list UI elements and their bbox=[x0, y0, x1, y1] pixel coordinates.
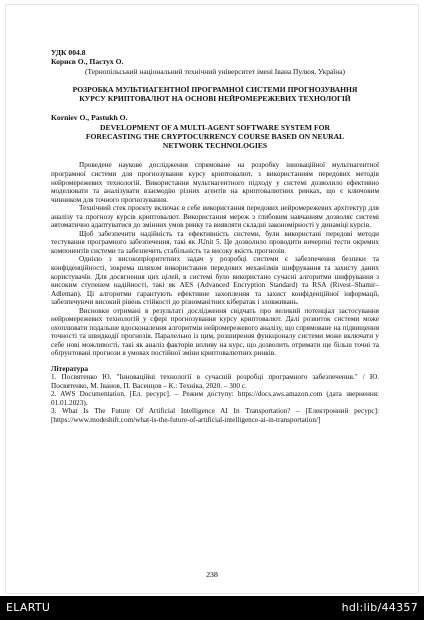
title-en-line: FORECASTING THE CRYPTOCURRENCY COURSE BASED ON NEURAL bbox=[85, 132, 345, 142]
udk-code: УДК 004.8 bbox=[51, 48, 86, 57]
title-en bbox=[51, 123, 379, 151]
page-number: 238 bbox=[206, 570, 218, 579]
title-ua-line: РОЗРОБКА МУЛЬТИАГЕНТНОЇ ПРОГРАМНОЇ СИСТЕМИ ПРОГНОЗУВАННЯ bbox=[72, 85, 358, 94]
document-page bbox=[5, 4, 419, 594]
title-ua bbox=[51, 85, 379, 104]
paragraph: Однією з високопріоритетних задач у розробці системи є забезпечення безпеки та конфіденційності, зокрема шляхом використання передових механізмів шифрування та захисту даних користувачів. Для досягнення цих цілей, в системі було використано сучасні алгоритми шифрування з високим ступенем надійності, такі як AES (Advanced Encryption Standard) та RSA (Rivest–Shamir–Adleman). Ці алгоритми гарантують ефективне захоплення та захист конфіденційної інформації, забезпечуючи високий рівень стійкості до різноманітних кібератак і зловживань. bbox=[51, 255, 379, 307]
repository-name: ELARTU bbox=[6, 601, 51, 614]
title-en-line: DEVELOPMENT OF A MULTI-AGENT SOFTWARE SYSTEM FOR bbox=[100, 122, 330, 132]
paragraph: Технічний стек проєкту включає в себе використання передових нейромережевих архітектур для аналізу та прогнозу курсів криптовалют. Використання мереж з глибоким навчанням дозволяє системі автоматично адаптуватися до змінних умов ринку та виявляти складні закономірності у динаміці курсів. bbox=[51, 204, 379, 230]
handle-id[interactable]: hdl:lib/44357 bbox=[341, 601, 418, 614]
institution-ua: (Тернопільський національний технічний університет імені Івана Пулюя, Україна) bbox=[85, 67, 345, 76]
reference-item: 2. AWS Documentation. [Ел. ресурс]. – Режим доступу: https://docs.aws.amazon.com (дата звернення: 01.01.2023). bbox=[51, 390, 379, 407]
body-text bbox=[51, 161, 379, 358]
references-heading: Література bbox=[51, 364, 89, 373]
repository-footer bbox=[0, 596, 424, 620]
reference-item: 1. Посвятенко Ю. "Інноваційні технології в сучасній розробці програмного забезпечення." / Ю. Посвятенко, М. Іванов, П. Васенцов – К.: Техніка, 2020. – 300 с. bbox=[51, 373, 379, 390]
paragraph: Проведене наукове дослідження спрямоване на розробку інноваційної мультиагентної програмної системи для прогнозування курсу криптовалют, з використанням передових методів нейромережевих технологій. Використання мультиагентного підходу у системі дозволило ефективно моделювати та аналізувати взаємодію різних агентів на криптовалютних ринках, що є ключовим чинником для точного прогнозування. bbox=[51, 161, 379, 204]
title-ua-line: КУРСУ КРИПТОВАЛЮТ НА ОСНОВІ НЕЙРОМЕРЕЖЕВИХ ТЕХНОЛОГІЙ bbox=[79, 94, 351, 104]
authors-ua: Корнєв О., Пастух О. bbox=[51, 57, 124, 66]
paragraph: Висновки отримані в результаті дослідження свідчать про великий потенціал застосування нейромережевих технологій у сфері прогнозування курсу криптовалют. Далі розвиток системи може охоплювати подальше вдосконалення алгоритмів нейромережевого аналізу, що спрямоване на підвищення точності та швидкодії прогнозів. Паралельно із цим, розширення функціоналу системи може включати у себе нові можливості, такі як аналіз факторів впливу на курс, що дозволить отримати ще більш точні та обґрунтовані прогнози в умовах постійної зміни криптовалютних ринків. bbox=[51, 306, 379, 358]
references-list bbox=[51, 373, 379, 424]
reference-item: 3. What Is The Future Of Artificial Intelligence AI In Transportation? – [Електронний ресурс]: [https://www.modeshift.com/what-is-the-future-of-artificial-intelligence-ai-in-transportation/] bbox=[51, 407, 379, 424]
paragraph: Щоб забезпечити надійність та ефективність системи, були використані передові методи тестування програмного забезпечення, такі як JUnit 5. Це дозволило проводити вичерпні тести окремих компонентів системи та забезпечить стабільність та високу якість прогнозів. bbox=[51, 229, 379, 255]
title-en-line: NETWORK TECHNOLOGIES bbox=[162, 141, 268, 151]
authors-en: Korniev O., Pastukh O. bbox=[51, 112, 128, 122]
page-content bbox=[51, 48, 379, 424]
